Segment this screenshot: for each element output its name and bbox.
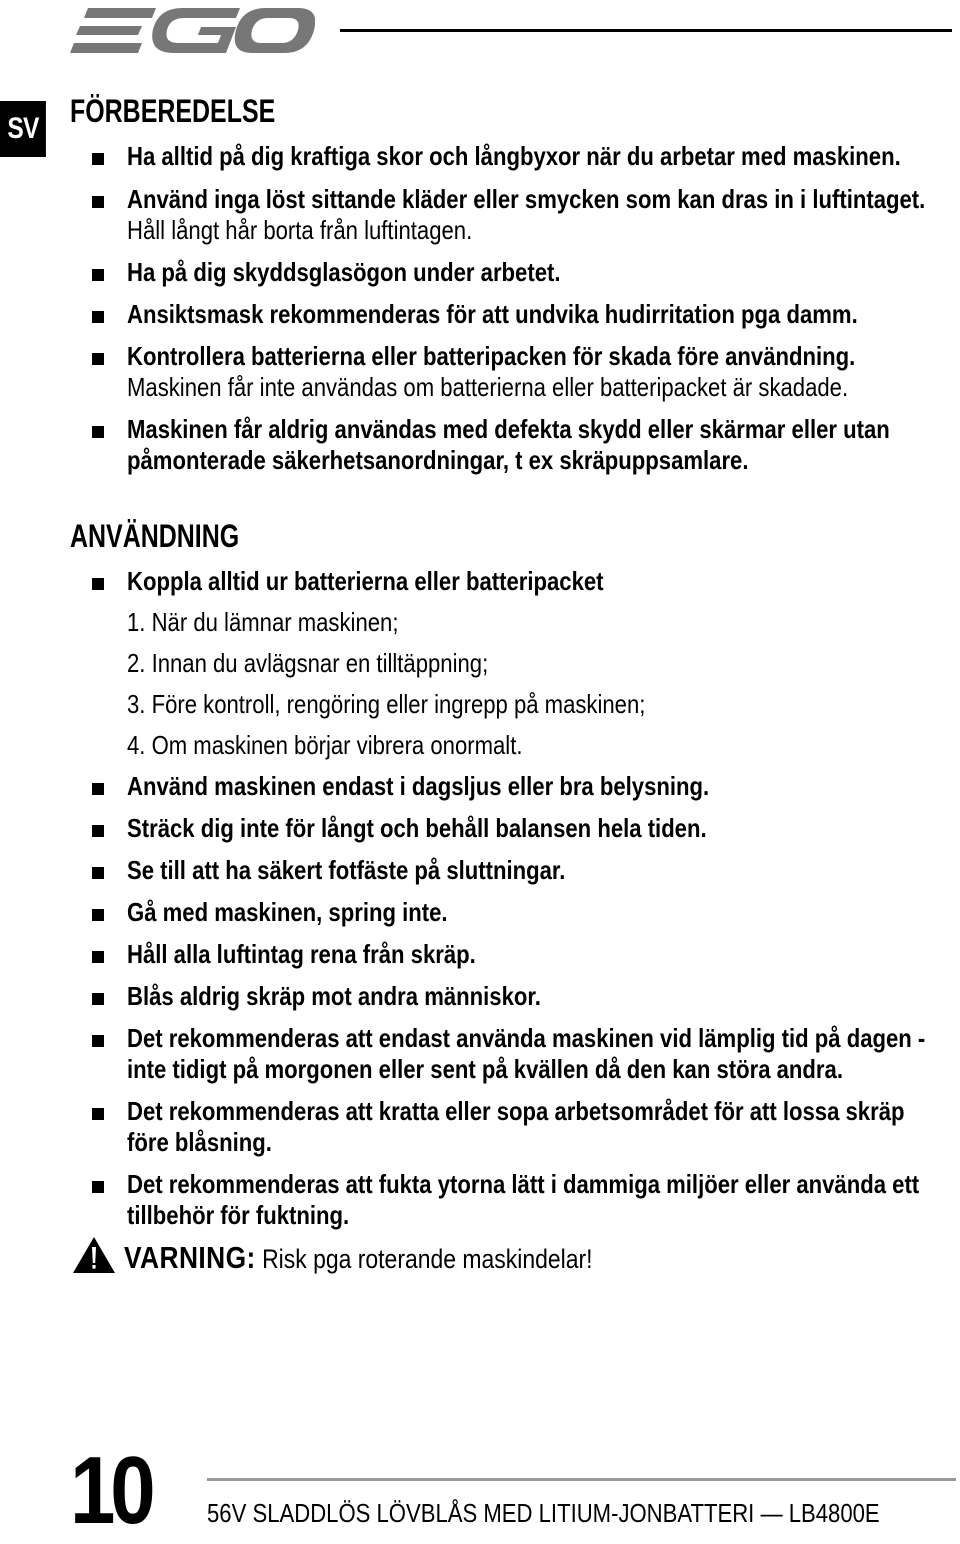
warning-triangle-icon — [72, 1236, 116, 1274]
warning-message: Risk pga roterande maskindelar! — [255, 1244, 593, 1274]
list-item — [70, 897, 940, 939]
page-number: 10 — [70, 1437, 151, 1544]
language-tab: SV — [0, 101, 46, 157]
item-text: Koppla alltid ur batterierna eller batteripacket — [127, 566, 604, 596]
list-item — [70, 855, 940, 897]
item-text: Ha alltid på dig kraftiga skor och långbyxor när du arbetar med maskinen. — [127, 141, 901, 171]
item-text: Ha på dig skyddsglasögon under arbetet. — [127, 257, 561, 287]
bullet-square-icon — [92, 909, 104, 921]
list-item — [70, 1023, 940, 1096]
bullet-square-icon — [92, 951, 104, 963]
item-text: Sträck dig inte för långt och behåll balansen hela tiden. — [127, 813, 707, 843]
item-text: Det rekommenderas att endast använda maskinen vid lämplig tid på dagen - — [127, 1023, 926, 1053]
list-item — [70, 299, 940, 341]
list-item — [70, 771, 940, 813]
numbered-item: 3. Före kontroll, rengöring eller ingrepp på maskinen; — [127, 689, 646, 719]
item-text: Maskinen får aldrig användas med defekta skydd eller skärmar eller utan — [127, 414, 890, 444]
bullet-square-icon — [92, 1181, 104, 1193]
section-title-anvandning: ANVÄNDNING — [70, 518, 240, 554]
page-footer — [0, 1437, 960, 1544]
list-item — [70, 981, 940, 1023]
item-text: Se till att ha säkert fotfäste på sluttningar. — [127, 855, 566, 885]
item-text: tillbehör för fuktning. — [127, 1200, 350, 1230]
bullet-square-icon — [92, 1035, 104, 1047]
footer-rule — [207, 1478, 956, 1481]
warning-notice — [70, 1234, 770, 1278]
list-item — [70, 141, 940, 184]
header-rule — [340, 29, 952, 32]
list-item — [70, 1169, 940, 1242]
warning-text — [124, 1242, 593, 1275]
ego-logo — [70, 2, 315, 58]
item-text: Använd inga löst sittande kläder eller smycken som kan dras in i luftintaget. — [127, 184, 926, 214]
item-text: Håll alla luftintag rena från skräp. — [127, 939, 476, 969]
page-header — [0, 0, 960, 70]
item-text: Ansiktsmask rekommenderas för att undvika hudirritation pga damm. — [127, 299, 858, 329]
item-text: Använd maskinen endast i dagsljus eller bra belysning. — [127, 771, 710, 801]
bullet-square-icon — [92, 825, 104, 837]
bullet-square-icon — [92, 196, 104, 208]
section-title-forberedelse: FÖRBEREDELSE — [70, 93, 276, 129]
list-item — [70, 1096, 940, 1169]
item-text: påmonterade säkerhetsanordningar, t ex skräpuppsamlare. — [127, 445, 749, 475]
bullet-square-icon — [92, 353, 104, 365]
item-text: Gå med maskinen, spring inte. — [127, 897, 448, 927]
item-subtext: Håll långt hår borta från luftintagen. — [127, 215, 473, 245]
anvandning-list — [70, 566, 940, 607]
bullet-square-icon — [92, 867, 104, 879]
bullet-square-icon — [92, 426, 104, 438]
bullet-square-icon — [92, 993, 104, 1005]
main-content — [70, 92, 940, 1242]
item-text: Blås aldrig skräp mot andra människor. — [127, 981, 541, 1011]
bullet-square-icon — [92, 578, 104, 590]
list-item — [70, 414, 940, 487]
bullet-square-icon — [92, 783, 104, 795]
footer-title: 56V SLADDLÖS LÖVBLÅS MED LITIUM-JONBATTERI — LB4800E — [207, 1498, 880, 1528]
item-text: Det rekommenderas att kratta eller sopa arbetsområdet för att lossa skräp — [127, 1096, 905, 1126]
forberedelse-list — [70, 141, 940, 487]
item-text: inte tidigt på morgonen eller sent på kvällen då den kan störa andra. — [127, 1054, 843, 1084]
list-item — [70, 341, 940, 414]
item-subtext: Maskinen får inte användas om batterierna eller batteripacket är skadade. — [127, 372, 849, 402]
numbered-item: 2. Innan du avlägsnar en tilltäppning; — [127, 648, 489, 678]
item-text: före blåsning. — [127, 1127, 272, 1157]
anvandning-rules — [70, 771, 940, 1242]
numbered-item: 1. När du lämnar maskinen; — [127, 607, 399, 637]
list-item — [70, 184, 940, 257]
numbered-list — [70, 607, 940, 771]
list-item — [70, 257, 940, 299]
bullet-square-icon — [92, 1108, 104, 1120]
bullet-square-icon — [92, 269, 104, 281]
list-item — [70, 566, 940, 607]
numbered-item: 4. Om maskinen börjar vibrera onormalt. — [127, 730, 523, 760]
bullet-square-icon — [92, 311, 104, 323]
item-text: Det rekommenderas att fukta ytorna lätt i dammiga miljöer eller använda ett — [127, 1169, 920, 1199]
list-item — [70, 939, 940, 981]
list-item — [70, 813, 940, 855]
item-text: Kontrollera batterierna eller batteripacken för skada före användning. — [127, 341, 856, 371]
bullet-square-icon — [92, 153, 104, 165]
warning-label: VARNING: — [124, 1240, 256, 1275]
